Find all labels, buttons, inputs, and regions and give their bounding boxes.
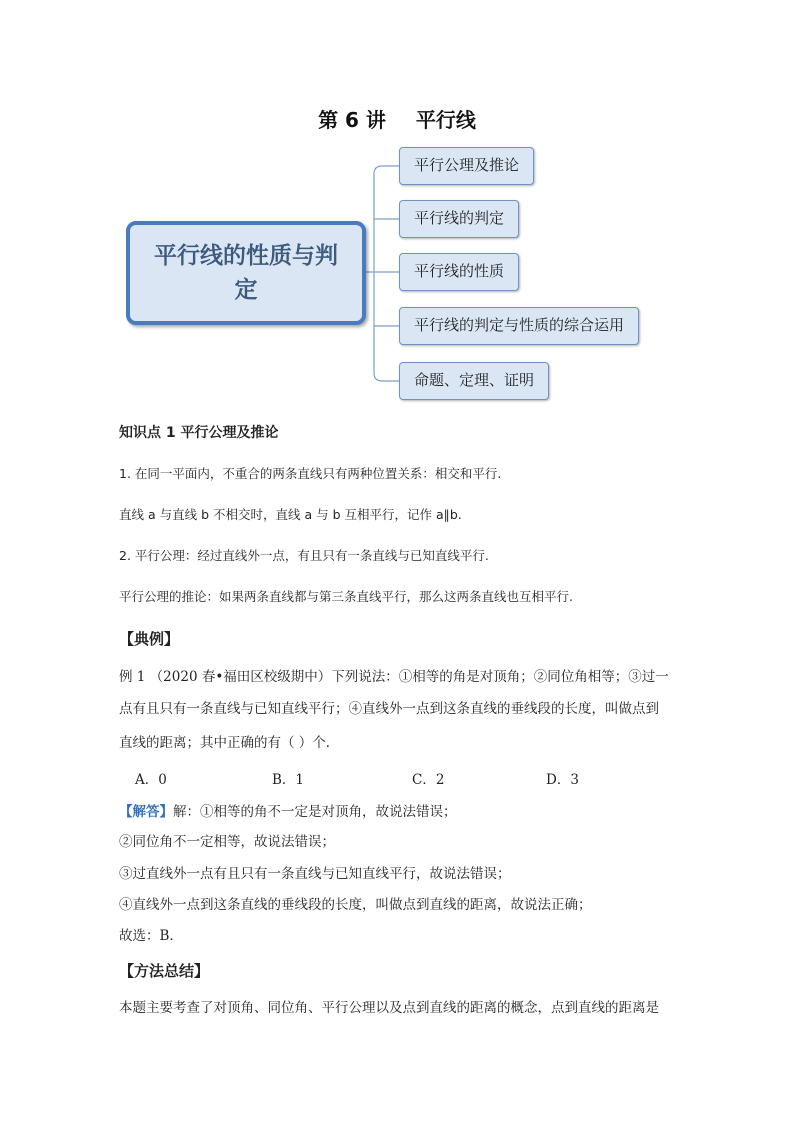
answer-label: 【解答】 xyxy=(119,804,173,820)
mindmap-branch-2: 平行线的判定 xyxy=(399,200,519,238)
answer-line-1 xyxy=(119,800,457,820)
option-d: D．3 xyxy=(546,772,579,788)
mindmap-branch-5: 命题、定理、证明 xyxy=(399,362,549,400)
paragraph-1: 1. 在同一平面内，不重合的两条直线只有两种位置关系：相交和平行. xyxy=(119,466,502,481)
answer-line-3: ③过直线外一点有且只有一条直线与已知直线平行，故说法错误； xyxy=(119,866,511,882)
summary-line-1: 本题主要考查了对顶角、同位角、平行公理以及点到直线的距离的概念，点到直线的距离是 xyxy=(119,1000,659,1016)
lecture-number: 第 6 讲 xyxy=(318,108,386,132)
answer-line-5: 故选：B． xyxy=(119,928,183,944)
answer-line-4: ④直线外一点到这条直线的垂线段的长度，叫做点到直线的距离，故说法正确； xyxy=(119,897,592,913)
answer-line-2: ②同位角不一定相等，故说法错误； xyxy=(119,834,335,850)
option-c: C．2 xyxy=(412,772,445,788)
answer-text-1: 解：①相等的角不一定是对顶角，故说法错误； xyxy=(173,804,457,820)
paragraph-4: 平行公理的推论：如果两条直线都与第三条直线平行，那么这两条直线也互相平行. xyxy=(119,589,573,604)
question-line-1: 例 1 （2020 春•福田区校级期中）下列说法：①相等的角是对顶角；②同位角相等；③过一 xyxy=(119,669,669,685)
paragraph-2: 直线 a 与直线 b 不相交时，直线 a 与 b 互相平行，记作 a∥b. xyxy=(119,507,462,522)
mindmap-center-node xyxy=(126,221,366,325)
mindmap-branch-3: 平行线的性质 xyxy=(399,253,519,291)
section-heading: 知识点 1 平行公理及推论 xyxy=(119,425,279,441)
mindmap-branch-4: 平行线的判定与性质的综合运用 xyxy=(399,307,639,345)
mindmap-branch-1: 平行公理及推论 xyxy=(399,147,534,185)
summary-heading: 【方法总结】 xyxy=(119,962,210,980)
lecture-topic: 平行线 xyxy=(415,108,476,132)
question-line-2: 点有且只有一条直线与已知直线平行；④直线外一点到这条直线的垂线段的长度，叫做点到 xyxy=(119,701,659,717)
option-b: B．1 xyxy=(272,772,305,788)
question-line-3: 直线的距离；其中正确的有（ ）个． xyxy=(119,735,340,751)
option-a: A．0 xyxy=(135,772,167,788)
mindmap-center-label: 平行线的性质与判定 xyxy=(154,243,338,303)
example-heading: 【典例】 xyxy=(119,630,180,648)
paragraph-3: 2. 平行公理：经过直线外一点，有且只有一条直线与已知直线平行. xyxy=(119,548,489,563)
mindmap-connectors xyxy=(0,0,794,420)
